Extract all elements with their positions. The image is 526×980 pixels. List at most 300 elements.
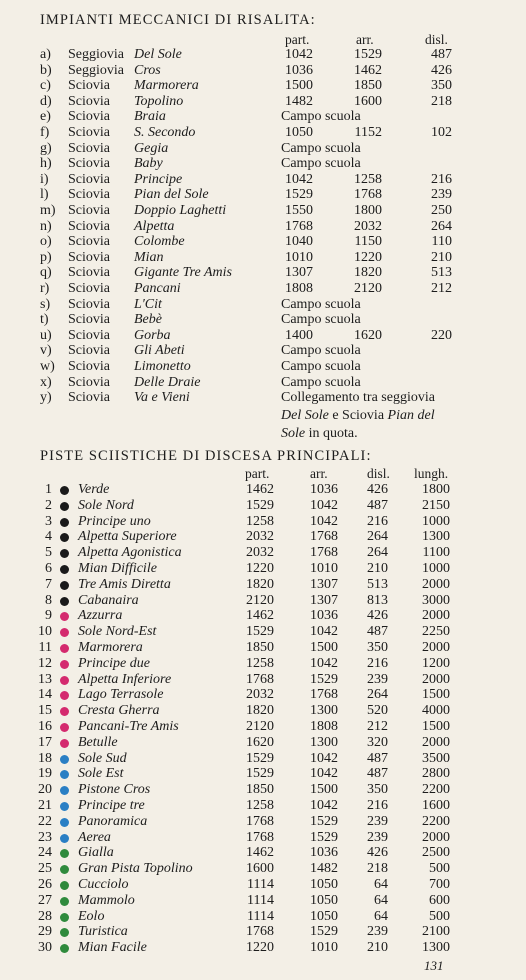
slope-row: [0, 735, 526, 751]
lift-name: Va e Vieni: [134, 390, 190, 406]
lift-letter: i): [40, 171, 49, 187]
slope-part: 1850: [246, 640, 274, 655]
slope-row: [0, 640, 526, 656]
slope-name: Principe tre: [78, 798, 145, 813]
lifts-header-arr: arr.: [356, 32, 374, 47]
lift-part: 1400: [285, 327, 313, 343]
slope-row: [0, 624, 526, 640]
slope-number: 23: [38, 829, 52, 845]
slope-disl: 239: [367, 829, 388, 845]
lift-part: 1550: [285, 203, 313, 218]
lift-type: Sciovia: [68, 203, 110, 218]
lift-type: Sciovia: [68, 109, 110, 125]
lift-row: [0, 125, 526, 141]
slope-number: 25: [38, 861, 52, 877]
lift-letter: o): [40, 234, 52, 250]
slope-name: Principe due: [78, 655, 150, 671]
slope-number: 20: [38, 782, 52, 798]
slope-arr: 1042: [310, 766, 338, 782]
slope-name: Azzurra: [78, 608, 123, 624]
slope-number: 19: [38, 766, 52, 782]
slope-lungh: 1200: [422, 655, 450, 671]
slope-name: Sole Nord: [78, 497, 134, 513]
slope-part: 1258: [246, 655, 274, 671]
lift-row: [0, 312, 526, 328]
difficulty-dot-icon: [60, 944, 69, 953]
lift-part: 1307: [285, 265, 313, 281]
lift-letter: w): [40, 359, 55, 374]
lift-note: Campo scuola: [281, 374, 361, 390]
lift-arr: 1850: [354, 78, 382, 94]
lift-name: Alpetta: [134, 218, 175, 234]
connection-note: [281, 389, 521, 443]
lift-name: Bebè: [134, 312, 162, 328]
slope-number: 24: [38, 845, 52, 861]
lift-name: Gli Abeti: [134, 343, 185, 359]
lift-type: Sciovia: [68, 296, 110, 312]
slope-number: 7: [45, 576, 52, 592]
lift-arr: 1150: [354, 234, 382, 250]
slope-name: Cabanaira: [78, 592, 139, 608]
slope-name: Lago Terrasole: [78, 687, 164, 703]
slope-arr: 1042: [310, 750, 338, 766]
slope-name: Cresta Gherra: [78, 703, 160, 719]
lift-type: Seggiovia: [68, 47, 124, 62]
slope-arr: 1529: [310, 671, 338, 687]
lift-disl: 220: [431, 327, 452, 343]
difficulty-dot-icon: [60, 660, 69, 669]
connection-note-text-3: in quota.: [305, 426, 358, 441]
lift-row: [0, 359, 526, 375]
page-number: 131: [424, 958, 444, 973]
lift-part: 1808: [285, 281, 313, 296]
slope-arr: 1529: [310, 829, 338, 845]
slope-number: 13: [38, 671, 52, 687]
lift-arr: 1258: [354, 171, 382, 187]
lift-type: Sciovia: [68, 265, 110, 281]
slope-lungh: 2500: [422, 845, 450, 861]
slope-row: [0, 877, 526, 893]
slope-arr: 1500: [310, 782, 338, 798]
lift-name: Principe: [134, 171, 183, 187]
slope-disl: 487: [367, 766, 388, 782]
lift-row: [0, 156, 526, 172]
slope-row: [0, 924, 526, 940]
slope-disl: 210: [367, 940, 388, 956]
slope-row: [0, 656, 526, 672]
slope-name: Betulle: [78, 734, 118, 750]
slope-arr: 1042: [310, 798, 338, 813]
slope-lungh: 1500: [422, 719, 450, 734]
lift-disl: 210: [431, 249, 452, 265]
slope-disl: 813: [367, 592, 388, 608]
lift-row: [0, 265, 526, 281]
lift-arr: 1529: [354, 47, 382, 62]
lift-row: [0, 172, 526, 188]
slope-part: 1768: [246, 924, 274, 940]
slope-part: 1258: [246, 798, 274, 813]
difficulty-dot-icon: [60, 755, 69, 764]
lift-letter: p): [40, 249, 52, 265]
lift-disl: 250: [431, 203, 452, 218]
slope-disl: 210: [367, 561, 388, 576]
slope-lungh: 3000: [422, 592, 450, 608]
lift-note: Campo scuola: [281, 140, 361, 156]
difficulty-dot-icon: [60, 913, 69, 922]
slope-disl: 350: [367, 782, 388, 798]
lift-row: [0, 328, 526, 344]
slope-row: [0, 798, 526, 814]
connection-note-text-2: e Sciovia: [328, 408, 388, 423]
slope-lungh: 2000: [422, 829, 450, 845]
difficulty-dot-icon: [60, 644, 69, 653]
slope-disl: 64: [374, 908, 388, 924]
lift-row: [0, 234, 526, 250]
lift-name: Gegia: [134, 140, 169, 156]
lift-part: 1500: [285, 78, 313, 94]
lift-arr: 1220: [354, 249, 382, 265]
slope-disl: 216: [367, 513, 388, 529]
slope-lungh: 2000: [422, 608, 450, 624]
slope-part: 2120: [246, 719, 274, 734]
slope-row: [0, 608, 526, 624]
slope-lungh: 2000: [422, 671, 450, 687]
slope-name: Eolo: [78, 908, 105, 924]
lift-type: Sciovia: [68, 312, 110, 328]
slope-row: [0, 514, 526, 530]
lift-disl: 110: [431, 234, 452, 250]
slope-arr: 1010: [310, 561, 338, 576]
slope-row: [0, 940, 526, 956]
slope-part: 1620: [246, 734, 274, 750]
slope-name: Panoramica: [78, 813, 148, 829]
lift-arr: 1600: [354, 93, 382, 109]
lift-row: [0, 78, 526, 94]
lift-name: L'Cit: [134, 296, 162, 312]
slope-part: 2032: [246, 529, 274, 545]
lift-name: Pancani: [134, 281, 181, 296]
slope-number: 2: [45, 497, 52, 513]
difficulty-dot-icon: [60, 518, 69, 527]
slope-arr: 1036: [310, 482, 338, 497]
slope-number: 27: [38, 892, 52, 908]
slope-disl: 64: [374, 877, 388, 892]
slope-part: 1768: [246, 829, 274, 845]
lift-type: Sciovia: [68, 234, 110, 250]
slope-row: [0, 593, 526, 609]
lift-row: [0, 187, 526, 203]
difficulty-dot-icon: [60, 770, 69, 779]
slope-disl: 487: [367, 624, 388, 640]
slope-number: 28: [38, 908, 52, 924]
slope-number: 3: [45, 513, 52, 529]
slope-disl: 513: [367, 576, 388, 592]
slope-arr: 1042: [310, 497, 338, 513]
slope-number: 26: [38, 877, 52, 892]
lift-letter: a): [40, 47, 51, 62]
slope-row: [0, 766, 526, 782]
slope-number: 22: [38, 813, 52, 829]
lift-type: Sciovia: [68, 343, 110, 359]
lift-letter: v): [40, 343, 52, 359]
difficulty-dot-icon: [60, 676, 69, 685]
lift-name: Braia: [134, 109, 166, 125]
difficulty-dot-icon: [60, 865, 69, 874]
lift-type: Sciovia: [68, 93, 110, 109]
slope-arr: 1768: [310, 545, 338, 561]
slope-name: Gialla: [78, 845, 114, 861]
lift-type: Sciovia: [68, 249, 110, 265]
slope-row: [0, 861, 526, 877]
slope-row: [0, 782, 526, 798]
slope-name: Alpetta Agonistica: [78, 545, 182, 561]
slope-row: [0, 814, 526, 830]
slope-arr: 1768: [310, 687, 338, 703]
slope-row: [0, 703, 526, 719]
slope-disl: 239: [367, 813, 388, 829]
lift-row: [0, 141, 526, 157]
slope-lungh: 600: [429, 892, 450, 908]
slope-name: Pistone Cros: [78, 782, 151, 798]
difficulty-dot-icon: [60, 597, 69, 606]
slope-name: Aerea: [78, 829, 111, 845]
slope-part: 1220: [246, 561, 274, 576]
difficulty-dot-icon: [60, 897, 69, 906]
lift-arr: 1152: [354, 125, 382, 140]
slope-lungh: 2250: [422, 624, 450, 640]
lift-part: 1036: [285, 62, 313, 78]
slope-arr: 1036: [310, 608, 338, 624]
slope-lungh: 2000: [422, 576, 450, 592]
lift-type: Seggiovia: [68, 62, 124, 78]
lift-type: Sciovia: [68, 125, 110, 140]
lift-row: [0, 47, 526, 63]
slope-row: [0, 751, 526, 767]
slope-row: [0, 498, 526, 514]
lift-disl: 216: [431, 171, 452, 187]
lift-arr: 2032: [354, 218, 382, 234]
slope-row: [0, 830, 526, 846]
lift-disl: 350: [431, 78, 452, 94]
slope-part: 1462: [246, 608, 274, 624]
slope-arr: 1042: [310, 624, 338, 640]
slope-part: 1220: [246, 940, 274, 956]
slope-part: 1850: [246, 782, 274, 798]
slope-arr: 1050: [310, 877, 338, 892]
difficulty-dot-icon: [60, 565, 69, 574]
difficulty-dot-icon: [60, 786, 69, 795]
slope-name: Tre Amis Diretta: [78, 576, 171, 592]
slope-number: 30: [38, 940, 52, 956]
slope-lungh: 1500: [422, 687, 450, 703]
slope-arr: 1808: [310, 719, 338, 734]
lift-part: 1042: [285, 171, 313, 187]
lift-disl: 102: [431, 125, 452, 140]
slope-disl: 264: [367, 687, 388, 703]
lift-arr: 1462: [354, 62, 382, 78]
lift-letter: e): [40, 109, 51, 125]
slope-disl: 426: [367, 845, 388, 861]
lift-row: [0, 109, 526, 125]
lift-letter: t): [40, 312, 49, 328]
slope-disl: 216: [367, 655, 388, 671]
lift-name: Marmorera: [134, 78, 199, 94]
lift-letter: l): [40, 187, 49, 203]
lift-disl: 426: [431, 62, 452, 78]
lift-row: [0, 219, 526, 235]
lift-disl: 264: [431, 218, 452, 234]
slope-name: Alpetta Superiore: [78, 529, 177, 545]
slope-lungh: 2200: [422, 813, 450, 829]
slope-row: [0, 482, 526, 498]
slope-lungh: 1100: [422, 545, 450, 561]
slope-row: [0, 687, 526, 703]
slope-disl: 64: [374, 892, 388, 908]
lift-letter: g): [40, 140, 52, 156]
lift-row: [0, 343, 526, 359]
slope-disl: 350: [367, 640, 388, 655]
slope-lungh: 2100: [422, 924, 450, 940]
lift-note: Campo scuola: [281, 296, 361, 312]
slope-disl: 212: [367, 719, 388, 734]
slope-number: 6: [45, 561, 52, 576]
lift-type: Sciovia: [68, 374, 110, 390]
slope-name: Cucciolo: [78, 877, 129, 892]
lift-name: Baby: [134, 156, 163, 172]
lift-row: [0, 203, 526, 219]
slope-arr: 1307: [310, 576, 338, 592]
slope-name: Alpetta Inferiore: [78, 671, 172, 687]
lift-row: [0, 297, 526, 313]
slope-lungh: 2000: [422, 640, 450, 655]
lift-disl: 239: [431, 187, 452, 203]
difficulty-dot-icon: [60, 818, 69, 827]
lift-disl: 513: [431, 265, 452, 281]
lift-type: Sciovia: [68, 78, 110, 94]
lift-name: Del Sole: [134, 47, 182, 62]
difficulty-dot-icon: [60, 739, 69, 748]
slope-name: Pancani-Tre Amis: [78, 719, 179, 734]
slope-part: 1820: [246, 703, 274, 719]
lift-letter: u): [40, 327, 52, 343]
connection-note-slope-name-1: Pian del: [387, 408, 435, 423]
difficulty-dot-icon: [60, 802, 69, 811]
slope-part: 1529: [246, 750, 274, 766]
lift-type: Sciovia: [68, 359, 110, 374]
slope-lungh: 2200: [422, 782, 450, 798]
lift-name: Gigante Tre Amis: [134, 265, 233, 281]
lift-letter: y): [40, 390, 52, 406]
slope-lungh: 3500: [422, 750, 450, 766]
lift-type: Sciovia: [68, 140, 110, 156]
slopes-header-lungh: lungh.: [414, 466, 449, 481]
connection-note-lift-name: Del Sole: [281, 408, 329, 423]
slope-number: 4: [45, 529, 52, 545]
slope-name: Verde: [78, 482, 110, 497]
slope-arr: 1050: [310, 892, 338, 908]
lift-type: Sciovia: [68, 187, 110, 203]
slope-arr: 1300: [310, 703, 338, 719]
slope-disl: 216: [367, 798, 388, 813]
lift-part: 1768: [285, 218, 313, 234]
lift-part: 1050: [285, 125, 313, 140]
lift-letter: b): [40, 62, 52, 78]
lift-name: Colombe: [134, 234, 185, 250]
difficulty-dot-icon: [60, 834, 69, 843]
difficulty-dot-icon: [60, 486, 69, 495]
slope-lungh: 500: [429, 908, 450, 924]
lift-name: Pian del Sole: [134, 187, 209, 203]
lift-type: Sciovia: [68, 171, 110, 187]
lift-arr: 2120: [354, 281, 382, 296]
slope-row: [0, 719, 526, 735]
difficulty-dot-icon: [60, 502, 69, 511]
difficulty-dot-icon: [60, 691, 69, 700]
slope-number: 8: [45, 592, 52, 608]
slope-lungh: 2800: [422, 766, 450, 782]
lift-arr: 1620: [354, 327, 382, 343]
slope-arr: 1042: [310, 655, 338, 671]
difficulty-dot-icon: [60, 723, 69, 732]
lift-letter: x): [40, 374, 52, 390]
slope-lungh: 1600: [422, 798, 450, 813]
difficulty-dot-icon: [60, 928, 69, 937]
slope-arr: 1482: [310, 861, 338, 877]
lift-part: 1040: [285, 234, 313, 250]
slope-number: 5: [45, 545, 52, 561]
lift-type: Sciovia: [68, 390, 110, 406]
slope-lungh: 1300: [422, 940, 450, 956]
slope-name: Mammolo: [78, 892, 135, 908]
slope-name: Sole Nord-Est: [78, 624, 157, 640]
difficulty-dot-icon: [60, 612, 69, 621]
lift-name: Limonetto: [134, 359, 191, 374]
lift-part: 1529: [285, 187, 313, 203]
lift-row: [0, 63, 526, 79]
lift-name: Mian: [134, 249, 164, 265]
lift-letter: d): [40, 93, 52, 109]
connection-note-text-1: Collegamento tra seggiovia: [281, 390, 435, 405]
difficulty-dot-icon: [60, 849, 69, 858]
slope-disl: 264: [367, 529, 388, 545]
slope-number: 14: [38, 687, 52, 703]
slope-name: Marmorera: [78, 640, 143, 655]
slopes-header-part: part.: [245, 466, 270, 481]
lift-arr: 1800: [354, 203, 382, 218]
slope-name: Mian Difficile: [78, 561, 157, 576]
slope-part: 1258: [246, 513, 274, 529]
slope-arr: 1768: [310, 529, 338, 545]
lift-letter: r): [40, 281, 50, 296]
slope-row: [0, 545, 526, 561]
lift-name: S. Secondo: [134, 125, 196, 140]
slope-lungh: 1800: [422, 482, 450, 497]
slope-part: 1114: [247, 892, 274, 908]
lift-disl: 487: [431, 47, 452, 62]
slope-disl: 520: [367, 703, 388, 719]
slope-row: [0, 561, 526, 577]
slope-disl: 487: [367, 750, 388, 766]
slope-row: [0, 909, 526, 925]
lift-letter: q): [40, 265, 52, 281]
lift-name: Delle Draie: [134, 374, 201, 390]
slope-row: [0, 845, 526, 861]
slope-lungh: 4000: [422, 703, 450, 719]
lift-name: Doppio Laghetti: [134, 203, 227, 218]
lift-disl: 218: [431, 93, 452, 109]
slope-disl: 426: [367, 608, 388, 624]
slope-lungh: 500: [429, 861, 450, 877]
